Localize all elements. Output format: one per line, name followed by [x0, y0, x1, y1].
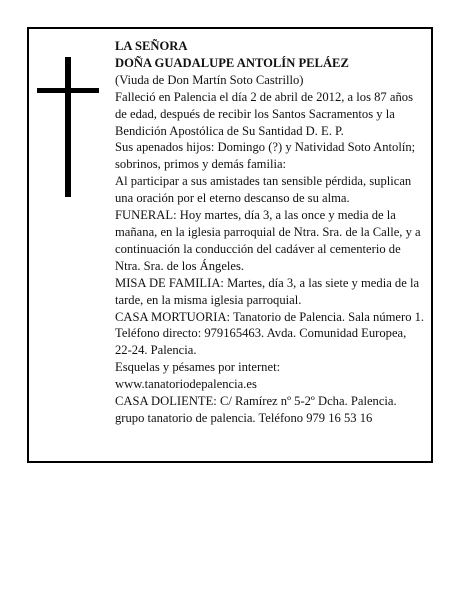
footer-line: grupo tanatorio de palencia. Teléfono 979 16 53 16 [115, 410, 373, 425]
death-statement: Falleció en Palencia el día 2 de abril de 2012, a los 87 años de edad, después de recibir los Santos Sacramentos y la Bendición Apostólica de Su Santidad D. E. P. [115, 89, 413, 138]
family-mass-info: MISA DE FAMILIA: Martes, día 3, a las siete y media de la tarde, en la misma iglesia parroquial. [115, 275, 420, 307]
condolences-info: Esquelas y pésames por internet: www.tanatoriodepalencia.es [115, 360, 281, 392]
cross-icon [37, 57, 99, 197]
prayer-request: Al participar a sus amistades tan sensible pérdida, suplican una oración por el eterno descanso de su alma. [115, 174, 412, 206]
family-line: Sus apenados hijos: Domingo (?) y Natividad Soto Antolín; sobrinos, primos y demás familia: [115, 140, 416, 172]
notice-body [115, 38, 425, 427]
funeral-info: FUNERAL: Hoy martes, día 3, a las once y media de la mañana, en la iglesia parroquial de Ntra. Sra. de la Calle, y a continuación la conducción del cadáver al cementerio de Ntra. Sra. de los Ángeles. [115, 208, 421, 273]
deceased-name: DOÑA GUADALUPE ANTOLÍN PELÁEZ [115, 55, 349, 70]
cross-horizontal-bar [37, 88, 99, 93]
widow-line: (Viuda de Don Martín Soto Castrillo) [115, 72, 304, 87]
cross-vertical-bar [65, 57, 71, 197]
funeral-home-info: CASA MORTUORIA: Tanatorio de Palencia. Sala número 1. Teléfono directo: 979165463. Avda. Comunidad Europea, 22-24. Palencia. [115, 309, 425, 358]
notice-title: LA SEÑORA [115, 39, 188, 53]
grieving-house-info: CASA DOLIENTE: C/ Ramírez nº 5-2º Dcha. Palencia. [115, 394, 397, 409]
